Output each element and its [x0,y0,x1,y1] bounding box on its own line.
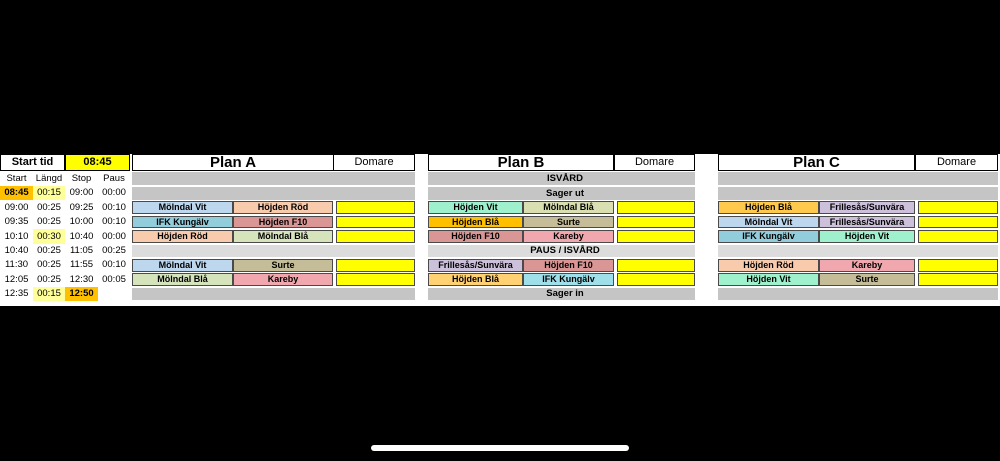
time-cell[interactable]: 00:30 [33,229,65,243]
start-time-value-cell[interactable]: 08:45 [65,154,130,171]
team-cell[interactable]: Kareby [233,273,333,286]
time-cell[interactable]: 11:30 [4,259,29,271]
time-cell[interactable]: 00:25 [102,245,126,257]
domare-cell[interactable] [918,201,998,214]
domare-cell[interactable] [918,230,998,243]
team-cell[interactable]: Mölndal Blå [523,201,614,214]
section-label-isvard: ISVÅRD [547,172,583,184]
schedule-spreadsheet [0,154,1000,306]
domare-cell[interactable] [918,216,998,229]
domare-cell[interactable] [918,259,998,272]
time-cell[interactable]: 00:25 [37,245,61,257]
plan-a-header[interactable]: Plan A [132,154,334,171]
time-cell[interactable]: 09:00 [69,187,94,199]
time-cell[interactable]: 00:10 [102,216,126,228]
domare-cell[interactable] [336,216,415,229]
domare-cell[interactable] [617,230,695,243]
col-header-stop[interactable]: Stop [71,172,92,184]
col-header-start[interactable]: Start [6,172,27,184]
team-cell[interactable]: Frillesås/Sunvära [428,259,523,272]
start-tid-header-cell[interactable]: Start tid [0,154,65,171]
plan-c-header[interactable]: Plan C [718,154,915,171]
team-cell[interactable]: Höjden F10 [428,230,523,243]
section-label-sager-in: Sager in [546,288,584,300]
time-cell[interactable]: 00:05 [102,273,126,285]
time-cell[interactable]: 00:25 [37,273,61,285]
domare-cell[interactable] [336,273,415,286]
team-cell[interactable]: IFK Kungälv [523,273,614,286]
team-cell[interactable]: Frillesås/Sunvära [819,201,915,214]
time-cell[interactable]: 00:00 [102,187,126,199]
time-cell[interactable]: 12:30 [69,273,94,285]
team-cell[interactable]: Höjden Blå [428,216,523,229]
time-cell[interactable]: 00:00 [102,230,126,242]
col-header-langd[interactable]: Längd [35,172,63,184]
time-cell[interactable]: 00:10 [102,259,126,271]
team-cell[interactable]: Mölndal Vit [132,259,233,272]
team-cell[interactable]: Mölndal Vit [718,216,819,229]
team-cell[interactable]: IFK Kungälv [718,230,819,243]
time-cell[interactable]: 12:35 [4,288,29,300]
time-cell[interactable]: 09:00 [4,201,29,213]
team-cell[interactable]: Mölndal Blå [233,230,333,243]
home-indicator[interactable] [371,445,629,451]
time-cell[interactable]: 10:40 [4,245,29,257]
domare-header[interactable]: Domare [915,154,998,171]
domare-cell[interactable] [918,273,998,286]
team-cell[interactable]: Höjden Blå [428,273,523,286]
time-cell[interactable]: 10:00 [69,216,94,228]
time-cell[interactable]: 00:25 [37,216,61,228]
team-cell[interactable]: Höjden Vit [819,230,915,243]
time-cell[interactable]: 10:10 [4,230,29,242]
team-cell[interactable]: Kareby [819,259,915,272]
team-cell[interactable]: Höjden Röd [132,230,233,243]
team-cell[interactable]: Frillesås/Sunvära [819,216,915,229]
time-cell[interactable]: 00:25 [37,259,61,271]
domare-cell[interactable] [617,201,695,214]
time-cell[interactable]: 11:55 [69,259,94,271]
team-cell[interactable]: IFK Kungälv [132,216,233,229]
time-cell[interactable]: 10:40 [69,230,94,242]
time-cell[interactable]: 09:25 [69,201,94,213]
team-cell[interactable]: Höjden Blå [718,201,819,214]
team-cell[interactable]: Kareby [523,230,614,243]
team-cell[interactable]: Mölndal Vit [132,201,233,214]
time-cell[interactable]: 09:35 [4,216,29,228]
time-cell[interactable]: 00:10 [102,201,126,213]
domare-cell[interactable] [617,216,695,229]
time-cell[interactable]: 11:05 [69,245,94,257]
team-cell[interactable]: Mölndal Blå [132,273,233,286]
time-cell[interactable]: 12:05 [4,273,29,285]
team-cell[interactable]: Surte [233,259,333,272]
team-cell[interactable]: Höjden Röd [718,259,819,272]
team-cell[interactable]: Surte [523,216,614,229]
domare-cell[interactable] [617,273,695,286]
domare-cell[interactable] [617,259,695,272]
col-header-paus[interactable]: Paus [103,172,125,184]
domare-header[interactable]: Domare [614,154,695,171]
team-cell[interactable]: Höjden F10 [233,216,333,229]
team-cell[interactable]: Höjden Vit [718,273,819,286]
section-label-sager-ut: Sager ut [545,187,584,199]
team-cell[interactable]: Höjden Röd [233,201,333,214]
domare-cell[interactable] [336,201,415,214]
team-cell[interactable]: Höjden Vit [428,201,523,214]
domare-cell[interactable] [336,259,415,272]
time-cell[interactable]: 08:45 [0,186,33,200]
time-cell[interactable] [98,287,130,301]
time-cell[interactable]: 00:15 [33,287,65,301]
section-label-paus: PAUS / ISVÅRD [530,245,600,257]
domare-cell[interactable] [336,230,415,243]
time-cell[interactable]: 00:25 [37,201,61,213]
time-cell[interactable]: 12:50 [65,287,98,301]
team-cell[interactable]: Höjden F10 [523,259,614,272]
plan-b-header[interactable]: Plan B [428,154,614,171]
domare-header[interactable]: Domare [333,154,415,171]
time-cell[interactable]: 00:15 [33,186,65,200]
team-cell[interactable]: Surte [819,273,915,286]
